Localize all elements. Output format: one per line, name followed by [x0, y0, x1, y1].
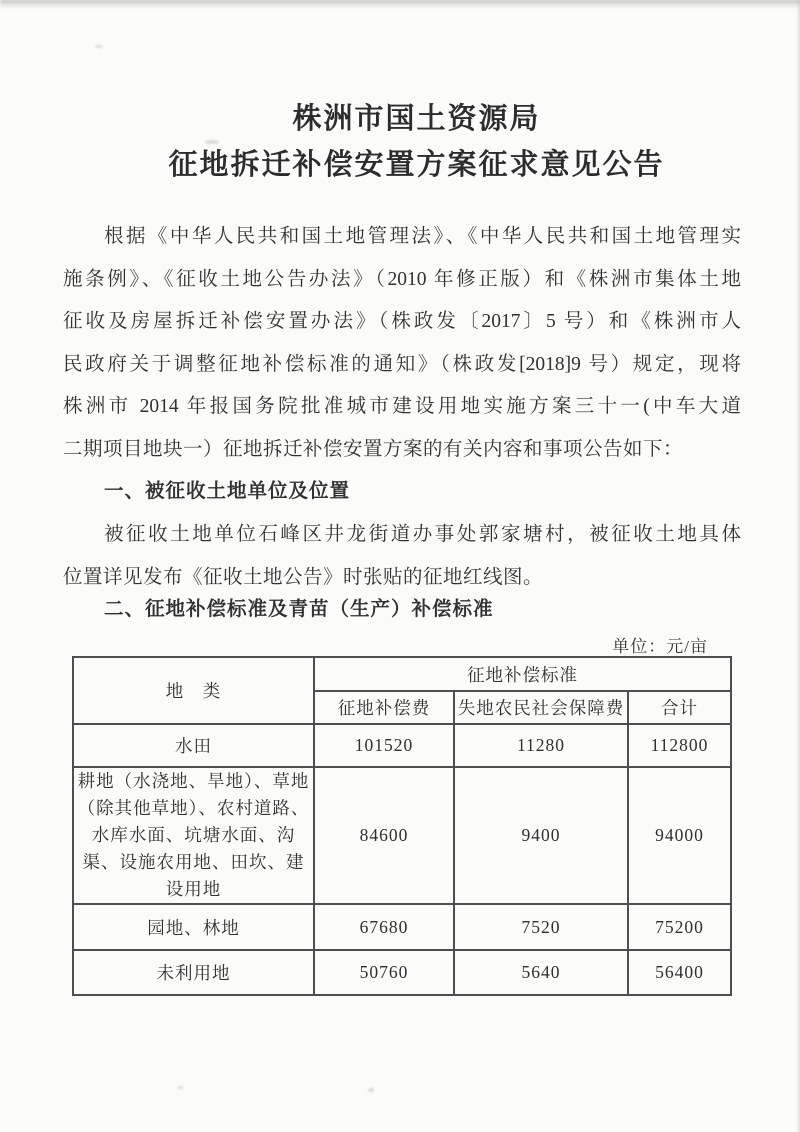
section-2-heading-block: [63, 589, 741, 632]
paragraph-line: 民政府关于调整征地补偿标准的通知》（株政发[2018]9 号）规定，现将: [63, 353, 741, 375]
section-2-heading: 二、征地补偿标准及青苗（生产）补偿标准: [104, 599, 494, 620]
cell-land-type: 耕地（水浇地、旱地）、草地（除其他草地）、农村道路、水库水面、坑塘水面、沟渠、设施农用地、田坎、建设用地: [73, 767, 314, 904]
paragraph-line: 根据《中华人民共和国土地管理法》、《中华人民共和国土地管理实: [104, 226, 741, 247]
paragraph-land-location: [63, 514, 741, 599]
cell-fee: 84600: [314, 767, 454, 904]
header-total: 合计: [628, 691, 731, 724]
section-1-heading-block: [63, 471, 741, 514]
document-title: [63, 96, 770, 188]
table-row: [73, 904, 731, 950]
scan-speck: [95, 45, 103, 48]
paragraph-line: 二期项目地块一）征地拆迁补偿安置方案的有关内容和事项公告如下：: [63, 438, 684, 460]
paragraph-line: 征收及房屋拆迁补偿安置办法》（株政发〔2017〕5 号）和《株洲市人: [63, 311, 741, 333]
table-unit-label: 单位：元/亩: [612, 637, 708, 656]
table-row: [73, 767, 731, 904]
scanner-edge-right: [796, 0, 800, 1132]
table-row: [73, 724, 731, 767]
header-land-fee: 征地补偿费: [314, 691, 454, 724]
paragraph-legal-basis: [63, 216, 741, 472]
header-social-security: 失地农民社会保障费: [454, 691, 628, 724]
compensation-standards-table: [72, 656, 732, 996]
cell-total: 56400: [628, 950, 731, 995]
cell-total: 75200: [628, 904, 731, 950]
scan-speck: [178, 1086, 183, 1089]
paragraph-line: 被征收土地单位石峰区井龙街道办事处郭家塘村，被征收土地具体: [104, 524, 741, 545]
table-row: [73, 950, 731, 995]
cell-fee: 50760: [314, 950, 454, 995]
title-line-2: 征地拆迁补偿安置方案征求意见公告: [168, 149, 665, 181]
cell-total: 112800: [628, 724, 731, 767]
scan-speck: [368, 1088, 374, 1092]
cell-total: 94000: [628, 767, 731, 904]
cell-fee: 101520: [314, 724, 454, 767]
paragraph-line: 施条例》、《征收土地公告办法》（2010 年修正版）和《株洲市集体土地: [63, 268, 741, 290]
cell-social: 9400: [454, 767, 628, 904]
cell-land-type: 未利用地: [73, 950, 314, 995]
paragraph-line: 株洲市 2014 年报国务院批准城市建设用地实施方案三十一(中车大道: [63, 396, 741, 418]
cell-social: 7520: [454, 904, 628, 950]
cell-fee: 67680: [314, 904, 454, 950]
header-land-class: 地 类: [73, 657, 314, 724]
scanner-edge-shadow: [0, 0, 800, 9]
cell-social: 11280: [454, 724, 628, 767]
title-line-1: 株洲市国土资源局: [292, 103, 541, 135]
cell-social: 5640: [454, 950, 628, 995]
paragraph-line: 位置详见发布《征收土地公告》时张贴的征地红线图。: [63, 566, 544, 588]
cell-land-type: 水田: [73, 724, 314, 767]
header-compensation-group: 征地补偿标准: [314, 657, 731, 691]
cell-land-type: 园地、林地: [73, 904, 314, 950]
section-1-heading: 一、被征收土地单位及位置: [104, 481, 351, 502]
